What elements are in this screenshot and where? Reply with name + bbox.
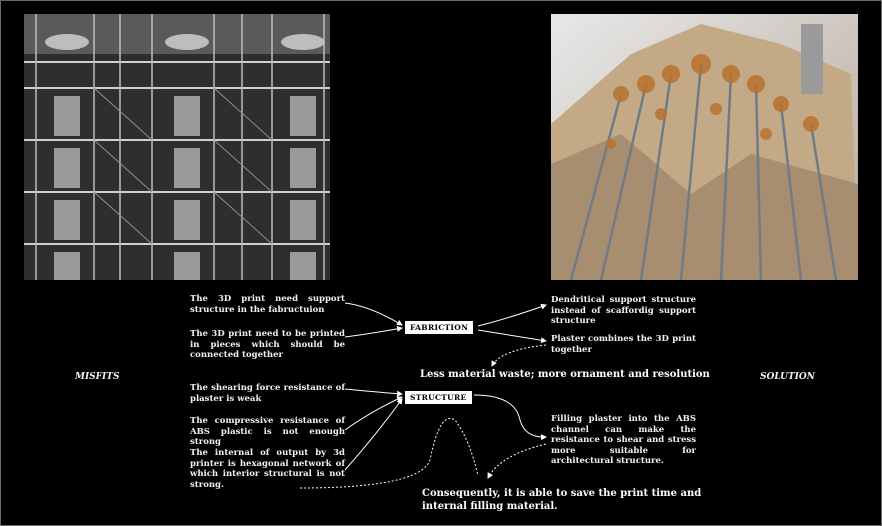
connector-misfit4-str — [345, 397, 402, 430]
misfit-note-1: The 3D print need support structure in the fabructuion — [190, 294, 345, 315]
misfit-note-3: The shearing force resistance of plaster is weak — [190, 383, 345, 404]
connector-sol3-bottom — [488, 444, 546, 478]
connector-fab-sol1 — [478, 305, 546, 326]
solution-label: SOLUTION — [760, 372, 815, 382]
connector-misfit2-fab — [345, 328, 402, 337]
connector-str-sol3 — [474, 395, 546, 437]
middle-headline: Less material waste; more ornament and resolution — [420, 369, 710, 380]
connector-fab-sol2 — [478, 330, 546, 341]
structure-hub: STRUCTURE — [405, 391, 472, 404]
connector-sol-merge — [492, 345, 546, 366]
misfit-note-2: The 3D print need to be printed in pieces which should be connected together — [190, 329, 345, 360]
misfits-label: MISFITS — [75, 372, 120, 382]
solution-note-3: Filling plaster into the ABS channel can make the resistance to shear and stress more suitable for architectural structure. — [551, 414, 696, 466]
misfit-note-5: The internal of output by 3d printer is hexagonal network of which interior structural is not strong. — [190, 448, 345, 490]
solution-note-1: Dendritical support structure instead of scaffordig support structure — [551, 295, 696, 326]
misfit-note-4: The compressive resistance of ABS plastic is not enough strong — [190, 416, 345, 447]
bottom-headline: Consequently, it is able to save the print time and internal filling material. — [422, 488, 702, 512]
connector-misfit3-str — [345, 389, 402, 394]
connector-misfit1-fab — [345, 303, 402, 325]
connector-misfit5-str — [345, 399, 402, 470]
connector-curl — [300, 418, 478, 488]
solution-note-2: Plaster combines the 3D print together — [551, 334, 696, 355]
fabrication-hub: FABRICTION — [405, 321, 473, 334]
